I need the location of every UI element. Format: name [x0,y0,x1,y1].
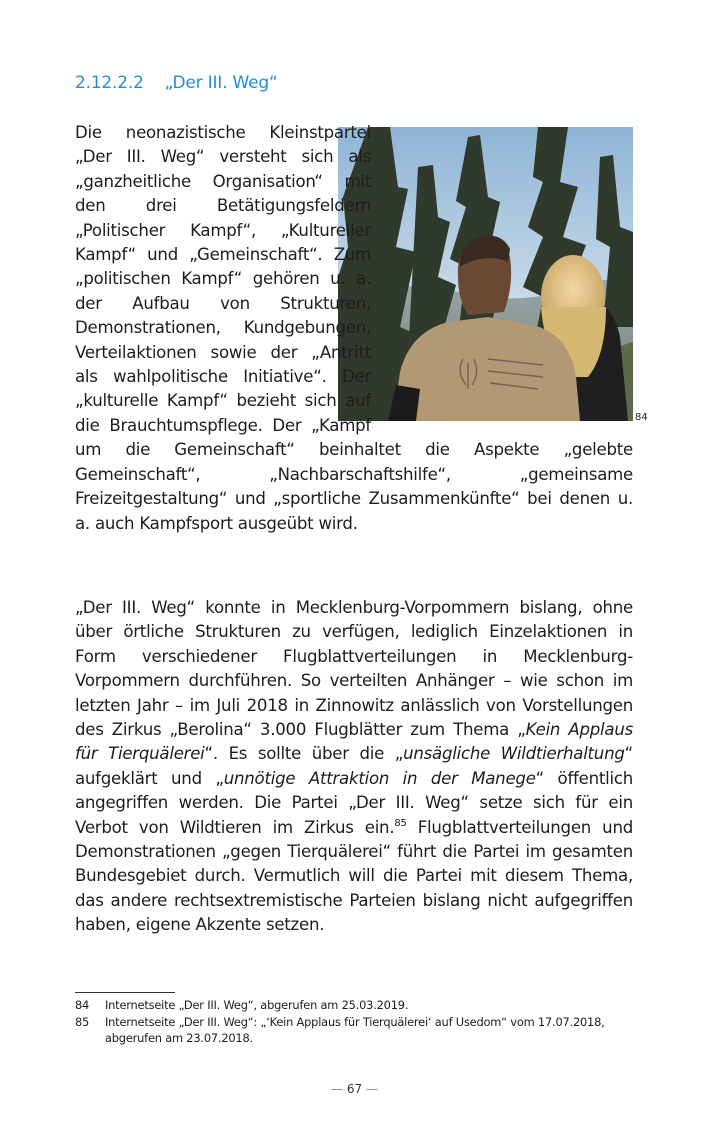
paragraph-2-italic2: unsägliche Wildtierhaltung [403,744,625,764]
footnote-text: Internetseite „Der III. Weg“, abgerufen am 25.03.2019. [105,998,409,1012]
paragraph-1-text: Die neonazistische Kleinstpartei „Der III. Weg“ versteht sich als „ganzheitliche Organisation“ mit den drei Betätigungsfeldern „Politischer Kampf“, „Kultureller Kampf“ und „Gemeinschaft“. Zum „politischen Kampf“ gehören u. a. der Aufbau von Strukturen, Demonstrationen, Kundgebungen, Verteilaktionen sowie der „Antritt als wahlpolitische Initiative“. Der „kulturelle Kampf“ bezieht sich auf die Brauchtumspflege. Der „Kampf um die Gemeinschaft“ beinhaltet die Aspekte „gelebte Gemeinschaft“, „Nachbarschaftshilfe“, „gemeinsame Freizeitgestaltung“ und „sportliche Zusammenkünfte“ bei denen u. a. auch Kampfsport ausgeübt wird. [75,123,633,533]
footnote-divider [75,992,175,993]
paragraph-2-part4: “ öffentlich angegriffen werden. Die Partei „Der III. Weg“ setze sich für ein Verbot von Wildtieren im Zirkus ein. [75,768,633,837]
paragraph-1 [75,121,633,536]
section-heading: 2.12.2.2 „Der III. Weg“ [75,73,278,93]
footnote-text: Internetseite „Der III. Weg“: „‘Kein Applaus für Tierquälerei‘ auf Usedom“ vom 17.07.2018, abgerufen am 23.07.2018. [105,1015,605,1045]
page-number [0,1082,709,1096]
paragraph-2-part2: “. Es sollte über die „ [204,744,404,764]
footnote-85-ref: 85 [394,817,407,829]
image-wrap-spacer [371,121,633,438]
paragraph-2-part3: “ aufgeklärt und „ [75,744,633,788]
page-dash-left: — [331,1082,344,1096]
paragraph-2 [75,596,633,938]
figure-footnote-ref: 84 [635,412,648,423]
footnote-number: 85 [75,1015,90,1029]
page-number-value: 67 [346,1082,363,1096]
paragraph-2-italic1: Kein Applaus für Tierquälerei [75,720,633,764]
paragraph-2-part1: „Der III. Weg“ konnte in Mecklenburg-Vorpommern bislang, ohne über örtliche Strukturen zu verfügen, lediglich Einzelaktionen in Form verschiedener Flugblattverteilungen in Mecklenburg-Vorpommern durchführen. So verteilten Anhänger – wie schon im letzten Jahr – im Juli 2018 in Zinnowitz anlässlich von Vorstellungen des Zirkus „Berolina“ 3.000 Flugblätter zum Thema „ [75,598,633,740]
paragraph-2-part5: Flugblattverteilungen und Demonstrationen „gegen Tierquälerei“ führt die Partei im gesamten Bundesgebiet durch. Vermutlich will die Partei mit diesem Thema, das andere rechtsextremistische Parteien bislang nicht aufgegriffen haben, eigene Akzente setzen. [75,817,633,935]
footnote-number: 84 [75,998,90,1012]
page-dash-right: — [365,1082,378,1096]
paragraph-2-italic3: unnötige Attraktion in der Manege [223,768,536,788]
